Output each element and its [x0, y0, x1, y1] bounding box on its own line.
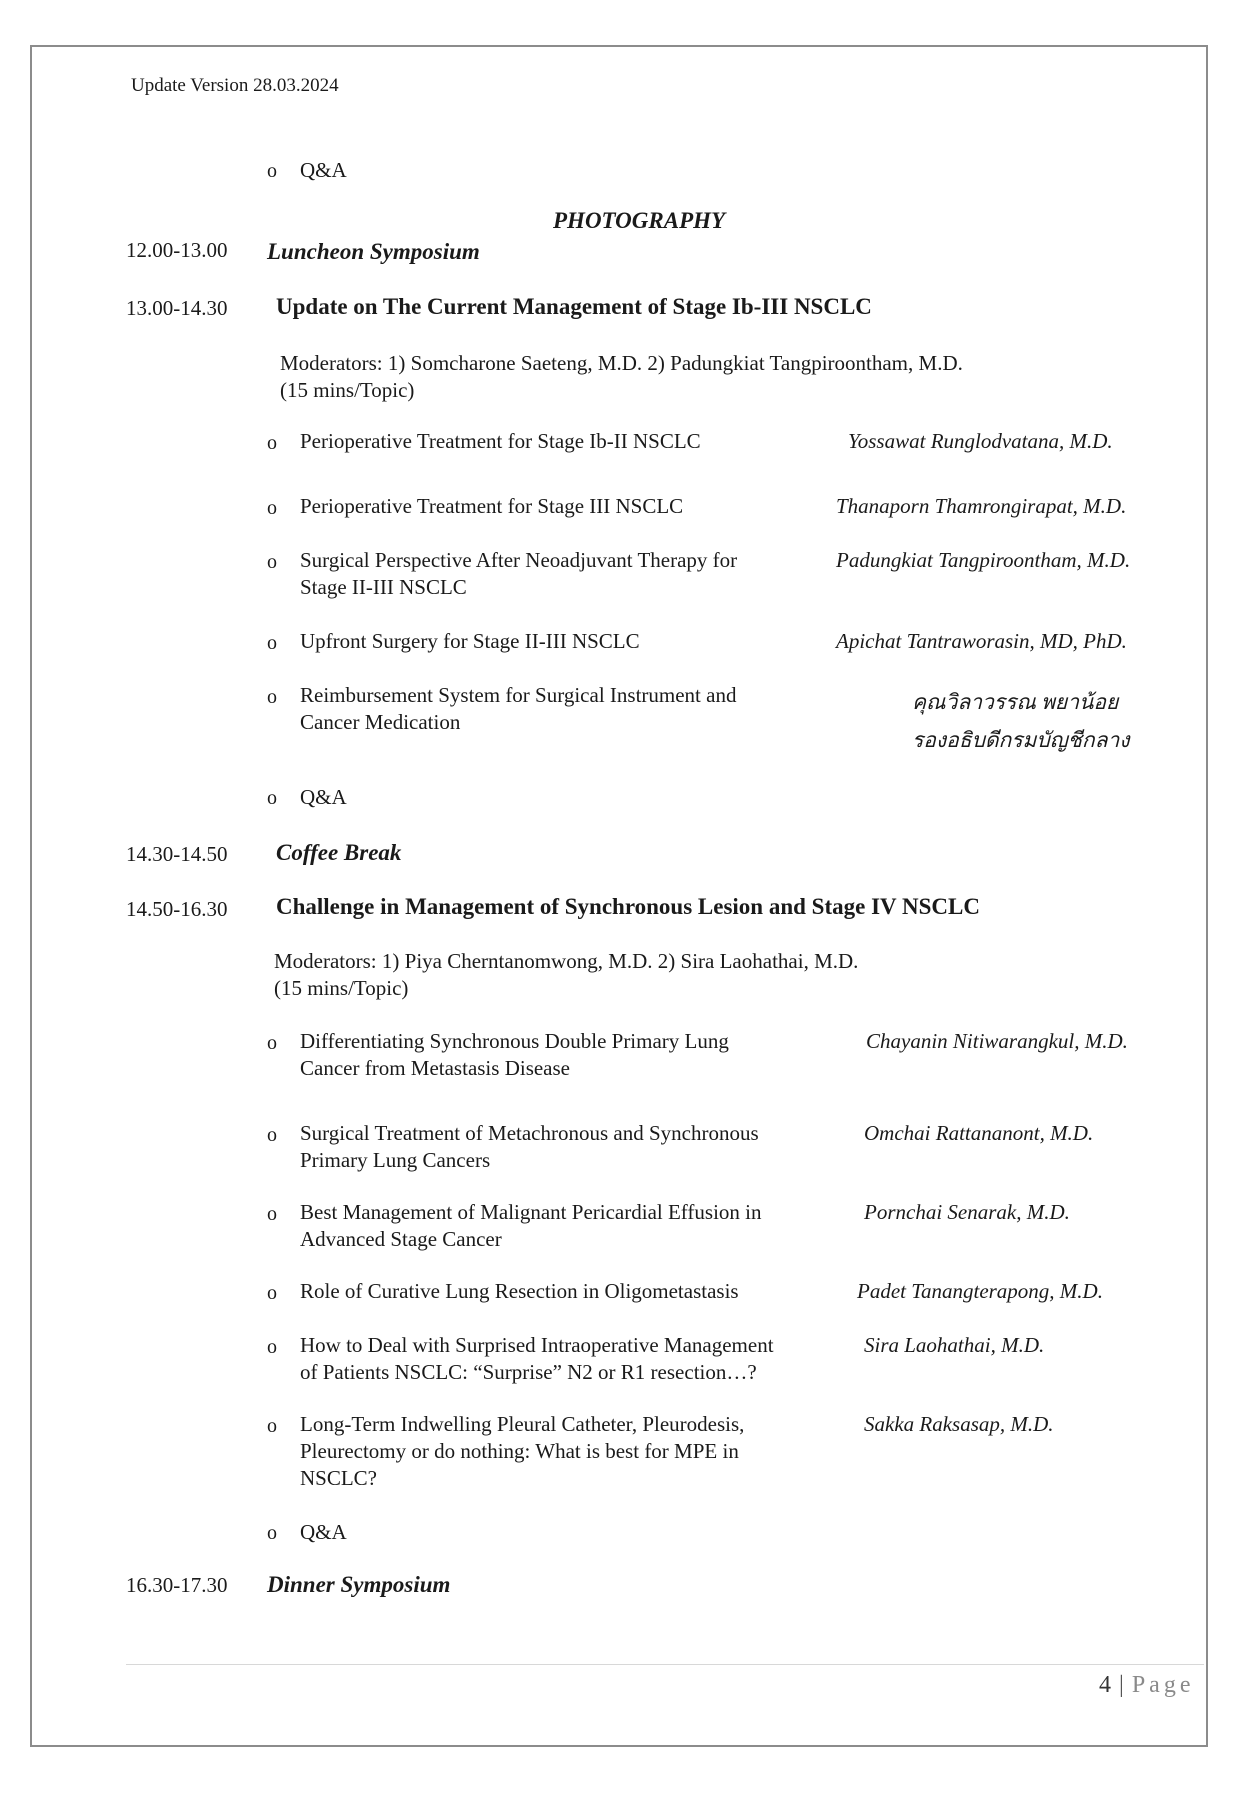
session2-title: Challenge in Management of Synchronous Lesion and Stage IV NSCLC: [276, 894, 980, 919]
speaker-name: Padungkiat Tangpiroontham, M.D.: [836, 548, 1131, 572]
topic-title: Perioperative Treatment for Stage III NSCLC: [300, 494, 684, 518]
page-label: Page: [1131, 1672, 1195, 1698]
session2-duration: (15 mins/Topic): [274, 976, 409, 1000]
topic-title: How to Deal with Surprised Intraoperative Management of Patients NSCLC: “Surprise” N2 or R1 resection…?: [300, 1333, 774, 1384]
bullet-icon: o: [267, 632, 277, 654]
bullet-icon: o: [267, 160, 277, 182]
topic-title: Best Management of Malignant Pericardial Effusion in Advanced Stage Cancer: [300, 1200, 762, 1251]
session2-moderators: Moderators: 1) Piya Cherntanomwong, M.D. 2) Sira Laohathai, M.D.: [274, 949, 859, 973]
bullet-icon: o: [267, 1522, 277, 1544]
speaker-name: Padet Tanangterapong, M.D.: [857, 1279, 1103, 1303]
coffee-time: 14.30-14.50: [126, 842, 228, 866]
page-separator: |: [1119, 1672, 1125, 1698]
session1-duration: (15 mins/Topic): [280, 378, 415, 402]
bullet-icon: o: [267, 1124, 277, 1146]
topic-title: Perioperative Treatment for Stage Ib-II NSCLC: [300, 429, 701, 453]
bullet-icon: o: [267, 432, 277, 454]
speaker-name: Pornchai Senarak, M.D.: [864, 1200, 1070, 1224]
dinner-time: 16.30-17.30: [126, 1573, 228, 1597]
bullet-icon: o: [267, 1203, 277, 1225]
luncheon-title: Luncheon Symposium: [267, 239, 480, 264]
topic-title: Surgical Treatment of Metachronous and Synchronous Primary Lung Cancers: [300, 1121, 759, 1172]
speaker-name: Chayanin Nitiwarangkul, M.D.: [866, 1029, 1128, 1053]
speaker-name: Omchai Rattananont, M.D.: [864, 1121, 1094, 1145]
page-number: 4: [1099, 1672, 1112, 1698]
speaker-name: Apichat Tantraworasin, MD, PhD.: [836, 629, 1127, 653]
bullet-icon: o: [267, 497, 277, 519]
version-header: Update Version 28.03.2024: [131, 75, 339, 96]
session1-time: 13.00-14.30: [126, 296, 228, 320]
bullet-icon: o: [267, 1336, 277, 1358]
dinner-title: Dinner Symposium: [267, 1572, 451, 1597]
topic-title: Upfront Surgery for Stage II-III NSCLC: [300, 629, 640, 653]
topic-title: Long-Term Indwelling Pleural Catheter, Pleurodesis, Pleurectomy or do nothing: What is best for MPE in NSCLC?: [300, 1412, 745, 1490]
topic-title: Differentiating Synchronous Double Primary Lung Cancer from Metastasis Disease: [300, 1029, 729, 1080]
bullet-icon: o: [267, 1032, 277, 1054]
luncheon-time: 12.00-13.00: [126, 238, 228, 262]
footer-divider: [126, 1664, 1204, 1665]
qa-item: Q&A: [300, 158, 347, 182]
page-footer: [1099, 1672, 1194, 1699]
qa-item: Q&A: [300, 785, 347, 809]
qa-item: Q&A: [300, 1520, 347, 1544]
speaker-name-thai: คุณวิลาวรรณ พยาน้อย: [912, 690, 1119, 714]
speaker-name: Sira Laohathai, M.D.: [864, 1333, 1045, 1357]
speaker-name: Yossawat Runglodvatana, M.D.: [848, 429, 1113, 453]
session2-time: 14.50-16.30: [126, 897, 228, 921]
bullet-icon: o: [267, 1415, 277, 1437]
speaker-name: Sakka Raksasap, M.D.: [864, 1412, 1054, 1436]
coffee-title: Coffee Break: [276, 840, 402, 865]
photography-heading: PHOTOGRAPHY: [553, 208, 726, 233]
topic-title: Surgical Perspective After Neoadjuvant Therapy for Stage II-III NSCLC: [300, 548, 738, 599]
speaker-name: Thanaporn Thamrongirapat, M.D.: [836, 494, 1127, 518]
bullet-icon: o: [267, 686, 277, 708]
bullet-icon: o: [267, 551, 277, 573]
speaker-position-thai: รองอธิบดีกรมบัญชีกลาง: [912, 728, 1130, 752]
topic-title: Role of Curative Lung Resection in Oligometastasis: [300, 1279, 739, 1303]
bullet-icon: o: [267, 1282, 277, 1304]
session1-title: Update on The Current Management of Stage Ib-III NSCLC: [276, 294, 872, 319]
bullet-icon: o: [267, 787, 277, 809]
topic-title: Reimbursement System for Surgical Instrument and Cancer Medication: [300, 683, 737, 734]
session1-moderators: Moderators: 1) Somcharone Saeteng, M.D. 2) Padungkiat Tangpiroontham, M.D.: [280, 351, 963, 375]
